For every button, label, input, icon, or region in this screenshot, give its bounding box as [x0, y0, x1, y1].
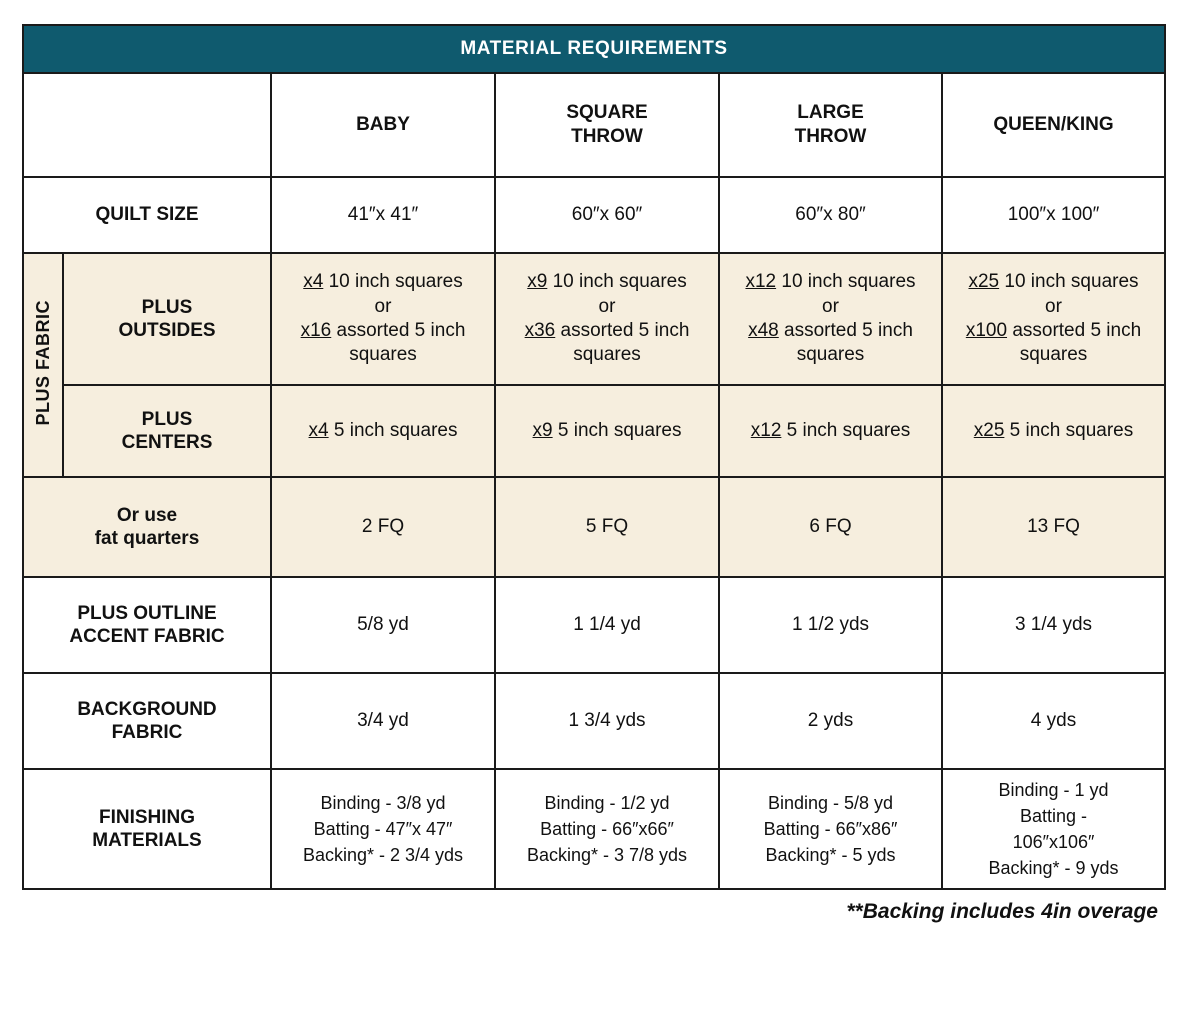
table-title: MATERIAL REQUIREMENTS — [23, 25, 1165, 73]
row-label-plus-outsides-line1: PLUS — [141, 296, 193, 318]
plus-centers-queen-king — [942, 385, 1165, 477]
fat-quarters-large-throw: 6 FQ — [719, 477, 942, 577]
row-label-fat-quarters-line2: fat quarters — [94, 528, 200, 549]
plus-centers-square-throw-count: x9 — [532, 419, 553, 441]
plus-centers-queen-king-count: x25 — [973, 419, 1005, 441]
finishing-materials-large-throw-line-1: Batting - 66″x86″ — [763, 818, 898, 839]
plus-outsides-baby-count-a: x4 — [303, 271, 324, 293]
table-row-background-fabric — [23, 673, 1165, 769]
finishing-materials-baby-line-1: Batting - 47″x 47″ — [313, 818, 453, 839]
finishing-materials-square-throw — [495, 769, 719, 889]
row-label-fat-quarters — [23, 477, 271, 577]
row-label-plus-outsides — [63, 253, 271, 385]
table-row-plus-centers — [23, 385, 1165, 477]
row-label-accent-fabric-line1: PLUS OUTLINE — [77, 602, 217, 624]
table-row-quilt-size — [23, 177, 1165, 253]
plus-outsides-large-throw — [719, 253, 942, 385]
plus-outsides-queen-king — [942, 253, 1165, 385]
row-label-background-fabric — [23, 673, 271, 769]
finishing-materials-square-throw-line-1: Batting - 66″x66″ — [540, 818, 674, 839]
plus-centers-queen-king-text: 5 inch squares — [1009, 419, 1134, 441]
finishing-materials-queen-king-line-0: Binding - 1 yd — [998, 779, 1109, 800]
plus-centers-square-throw-text: 5 inch squares — [557, 419, 682, 441]
material-requirements-table — [22, 24, 1166, 890]
table-title-row — [23, 25, 1165, 73]
plus-outsides-square-throw-count-b: x36 — [524, 320, 556, 341]
finishing-materials-queen-king-line-3: Backing* - 9 yds — [988, 858, 1119, 879]
plus-outsides-queen-king-count-b: x100 — [965, 320, 1008, 341]
row-label-fat-quarters-line1: Or use — [116, 504, 178, 526]
finishing-materials-large-throw-line-0: Binding - 5/8 yd — [767, 792, 894, 813]
plus-outsides-large-throw-count-b: x48 — [748, 320, 779, 341]
header-blank-cell — [23, 73, 271, 177]
backing-footnote: **Backing includes 4in overage — [846, 900, 1158, 923]
finishing-materials-large-throw — [719, 769, 942, 889]
row-label-accent-fabric-line2: ACCENT FABRIC — [69, 626, 225, 647]
finishing-materials-baby-line-0: Binding - 3/8 yd — [320, 792, 446, 813]
fat-quarters-queen-king: 13 FQ — [942, 477, 1165, 577]
row-label-finishing-materials-line1: FINISHING — [98, 806, 196, 828]
row-label-plus-centers-line1: PLUS — [141, 408, 193, 430]
fat-quarters-square-throw: 5 FQ — [495, 477, 719, 577]
row-label-finishing-materials — [23, 769, 271, 889]
row-label-background-fabric-line2: FABRIC — [111, 722, 183, 743]
table-row-accent-fabric — [23, 577, 1165, 673]
column-header-square-throw-line2: THROW — [571, 126, 643, 147]
table-row-fat-quarters — [23, 477, 1165, 577]
column-header-large-throw-line2: THROW — [794, 126, 867, 147]
column-header-square-throw — [495, 73, 719, 177]
plus-outsides-queen-king-text-a: 10 inch squares — [1004, 271, 1139, 293]
plus-centers-baby-text: 5 inch squares — [333, 419, 458, 441]
accent-fabric-large-throw: 1 1/2 yds — [719, 577, 942, 673]
accent-fabric-queen-king: 3 1/4 yds — [942, 577, 1165, 673]
plus-outsides-large-throw-or: or — [822, 295, 839, 317]
plus-outsides-square-throw-text-b: assorted 5 inch squares — [560, 320, 690, 366]
quilt-size-baby: 41″x 41″ — [271, 177, 495, 253]
plus-centers-large-throw-text: 5 inch squares — [786, 419, 911, 441]
group-label-plus-fabric-text: PLUS FABRIC — [32, 299, 53, 426]
finishing-materials-square-throw-line-2: Backing* - 3 7/8 yds — [526, 845, 688, 866]
column-header-large-throw-line1: LARGE — [797, 102, 864, 124]
finishing-materials-queen-king-line-1: Batting - — [1019, 805, 1088, 826]
finishing-materials-large-throw-line-2: Backing* - 5 yds — [765, 845, 896, 866]
accent-fabric-baby: 5/8 yd — [271, 577, 495, 673]
finishing-materials-queen-king — [942, 769, 1165, 889]
column-header-baby: BABY — [271, 73, 495, 177]
row-label-accent-fabric — [23, 577, 271, 673]
row-label-plus-outsides-line2: OUTSIDES — [118, 320, 216, 341]
row-label-finishing-materials-line2: MATERIALS — [92, 830, 202, 851]
quilt-size-large-throw: 60″x 80″ — [719, 177, 942, 253]
background-fabric-baby: 3/4 yd — [271, 673, 495, 769]
row-label-plus-centers-line2: CENTERS — [121, 432, 213, 453]
plus-outsides-baby-or: or — [374, 295, 392, 317]
row-label-quilt-size: QUILT SIZE — [23, 177, 271, 253]
group-label-plus-fabric — [23, 253, 63, 477]
table-row-finishing-materials — [23, 769, 1165, 889]
plus-outsides-baby-count-b: x16 — [300, 320, 332, 341]
background-fabric-square-throw: 1 3/4 yds — [495, 673, 719, 769]
plus-outsides-square-throw-or: or — [598, 295, 616, 317]
plus-centers-baby — [271, 385, 495, 477]
background-fabric-large-throw: 2 yds — [719, 673, 942, 769]
plus-outsides-square-throw-text-a: 10 inch squares — [552, 271, 687, 293]
plus-outsides-queen-king-text-b: assorted 5 inch squares — [1012, 320, 1142, 366]
column-header-queen-king: QUEEN/KING — [942, 73, 1165, 177]
plus-outsides-queen-king-or: or — [1045, 295, 1062, 317]
plus-outsides-baby — [271, 253, 495, 385]
accent-fabric-square-throw: 1 1/4 yd — [495, 577, 719, 673]
finishing-materials-baby-line-2: Backing* - 2 3/4 yds — [302, 845, 464, 866]
plus-outsides-square-throw — [495, 253, 719, 385]
column-header-square-throw-line1: SQUARE — [566, 102, 648, 124]
finishing-materials-square-throw-line-0: Binding - 1/2 yd — [544, 792, 670, 813]
plus-centers-large-throw-count: x12 — [750, 419, 782, 441]
plus-outsides-square-throw-count-a: x9 — [527, 271, 548, 293]
plus-outsides-baby-text-b: assorted 5 inch squares — [336, 320, 466, 366]
plus-centers-square-throw — [495, 385, 719, 477]
plus-outsides-large-throw-text-a: 10 inch squares — [781, 271, 916, 293]
quilt-size-square-throw: 60″x 60″ — [495, 177, 719, 253]
background-fabric-queen-king: 4 yds — [942, 673, 1165, 769]
column-header-large-throw — [719, 73, 942, 177]
finishing-materials-queen-king-line-2: 106″x106″ — [1012, 832, 1095, 852]
table-header-row — [23, 73, 1165, 177]
finishing-materials-baby — [271, 769, 495, 889]
plus-centers-baby-count: x4 — [308, 419, 329, 441]
plus-outsides-baby-text-a: 10 inch squares — [328, 271, 463, 293]
row-label-background-fabric-line1: BACKGROUND — [77, 698, 217, 720]
fat-quarters-baby: 2 FQ — [271, 477, 495, 577]
quilt-size-queen-king: 100″x 100″ — [942, 177, 1165, 253]
plus-outsides-large-throw-count-a: x12 — [745, 271, 777, 293]
plus-centers-large-throw — [719, 385, 942, 477]
plus-outsides-queen-king-count-a: x25 — [968, 271, 1000, 293]
plus-outsides-large-throw-text-b: assorted 5 inch squares — [784, 320, 913, 366]
table-row-plus-outsides — [23, 253, 1165, 385]
row-label-plus-centers — [63, 385, 271, 477]
